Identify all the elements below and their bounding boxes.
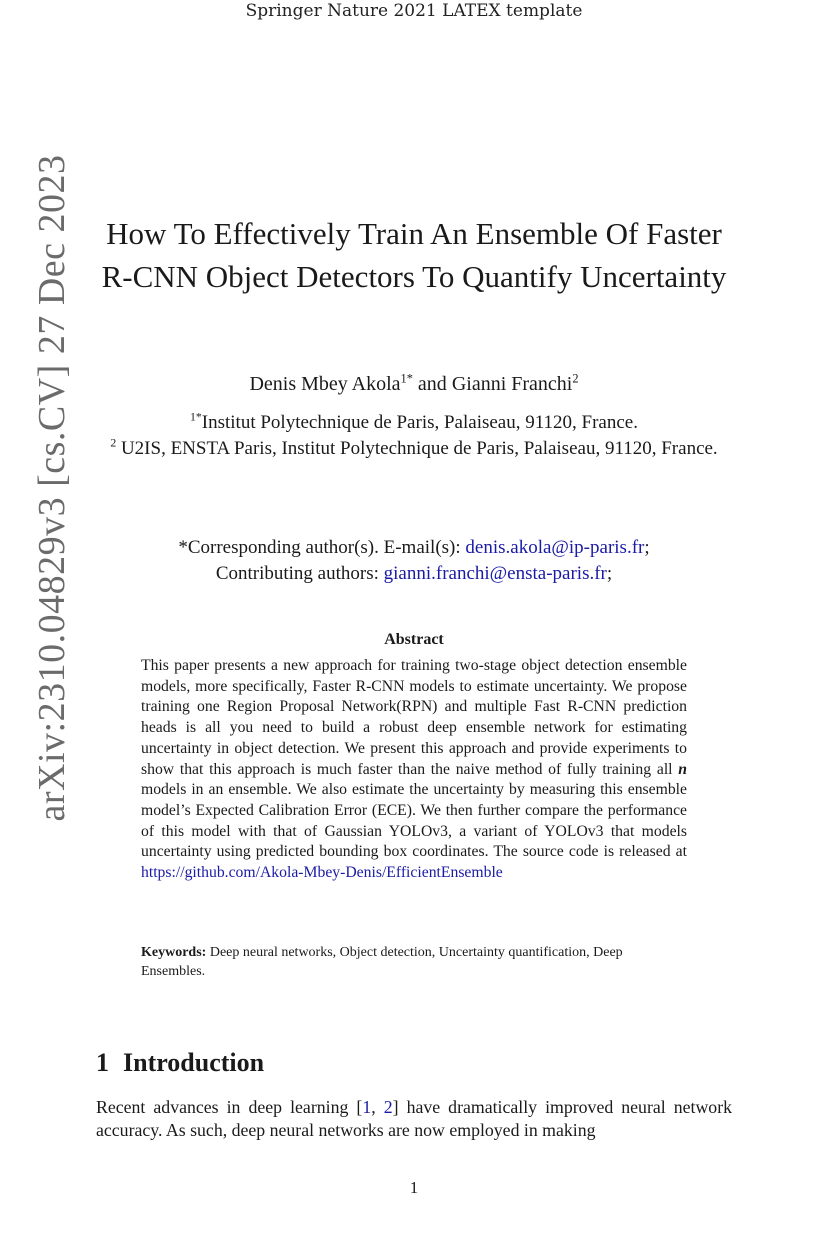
keywords-text: Deep neural networks, Object detection, Uncertainty quantification, Deep Ensembles. xyxy=(141,945,623,979)
section-number: 1 xyxy=(96,1048,109,1077)
abstract-body xyxy=(141,656,687,884)
corresponding-label: *Corresponding author(s). E-mail(s): xyxy=(178,537,466,558)
author-name: Denis Mbey Akola xyxy=(249,373,401,395)
citation-separator: , xyxy=(371,1097,384,1117)
abstract-text: models in an ensemble. We also estimate the uncertainty by measuring this ensemble model’s Expected Calibration Error (ECE). We then further compare the performance of this model with that of Gaussian YOLOv3, a variant of YOLOv3 that models uncertainty using predicted bounding box coordinates. The source code is released at xyxy=(141,781,687,861)
contributing-author-line xyxy=(110,561,718,587)
correspondence-block xyxy=(110,535,718,587)
citation-bracket: ] xyxy=(392,1097,399,1117)
corresponding-author-line xyxy=(110,535,718,561)
contributing-label: Contributing authors: xyxy=(215,563,384,584)
citation-link-2[interactable]: 2 xyxy=(383,1097,393,1117)
affiliation-text: Institut Polytechnique de Paris, Palaiseau, 91120, France. xyxy=(201,412,638,433)
section-heading xyxy=(96,1046,264,1080)
arxiv-stamp: arXiv:2310.04829v3 [cs.CV] 27 Dec 2023 xyxy=(31,154,73,822)
affiliation-text: U2IS, ENSTA Paris, Institut Polytechnique de Paris, Palaiseau, 91120, France. xyxy=(116,438,718,459)
abstract-text: This paper presents a new approach for training two-stage object detection ensemble models, more specifically, Faster R-CNN models to estimate uncertainty. We propose training one Region Proposal Network(RPN) and multiple Fast R-CNN prediction heads is all you need to build a robust deep ensemble network for estimating uncertainty in object detection. We present this approach and provide experiments to show that this approach is much faster than the naive method of fully training all xyxy=(141,657,687,778)
intro-text: Recent advances in deep learning xyxy=(96,1097,357,1117)
section-title: Introduction xyxy=(123,1048,265,1077)
keywords-label: Keywords: xyxy=(141,945,207,960)
keywords xyxy=(141,943,687,981)
affiliation-line xyxy=(110,436,718,462)
paper-title: How To Effectively Train An Ensemble Of Faster R-CNN Object Detectors To Quantify Uncertainty xyxy=(101,216,727,294)
affiliation-mark: 2 xyxy=(110,436,117,450)
page-number: 1 xyxy=(409,1178,419,1197)
contributing-email-link[interactable]: gianni.franchi@ensta-paris.fr xyxy=(383,563,607,584)
source-code-link[interactable]: https://github.com/Akola-Mbey-Denis/EfficientEnsemble xyxy=(141,864,503,882)
intro-paragraph xyxy=(96,1096,732,1142)
author-connector: and xyxy=(412,373,452,395)
citation-link-1[interactable]: 1 xyxy=(362,1097,372,1117)
abstract-heading: Abstract xyxy=(384,631,444,648)
separator: ; xyxy=(606,563,613,584)
math-symbol-n: n xyxy=(678,760,687,778)
separator: ; xyxy=(644,537,650,558)
author-affiliation-mark: 2 xyxy=(572,371,579,386)
affiliation-mark: 1* xyxy=(190,410,202,424)
corresponding-email-link[interactable]: denis.akola@ip-paris.fr xyxy=(465,537,645,558)
affiliation-line xyxy=(110,410,718,436)
running-header: Springer Nature 2021 LATEX template xyxy=(245,1,583,21)
author-affiliation-mark: 1* xyxy=(400,371,413,386)
author-name: Gianni Franchi xyxy=(451,373,573,395)
author-list xyxy=(100,370,728,398)
intro-text: have dramatically improved neural network accuracy. As such, deep neural networks are now employed in making xyxy=(96,1097,733,1140)
citation-bracket: [ xyxy=(356,1097,363,1117)
affiliations xyxy=(110,410,718,462)
